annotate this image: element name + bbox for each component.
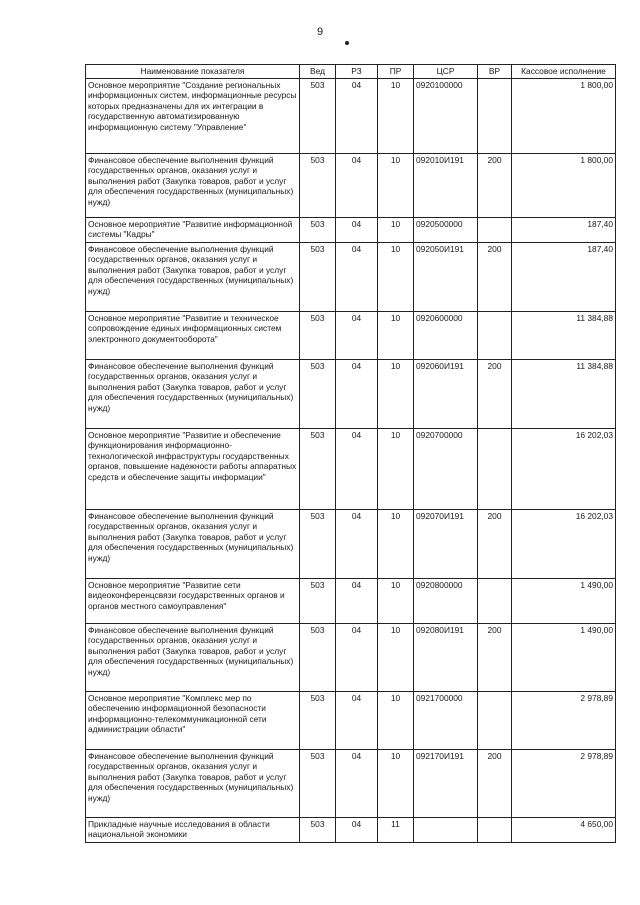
- row-rz: 04: [336, 153, 378, 217]
- row-vr: [478, 78, 512, 153]
- row-ved: 503: [300, 359, 336, 428]
- row-rz: 04: [336, 578, 378, 623]
- row-pr: 10: [378, 428, 414, 509]
- row-csr: 092010И191: [414, 153, 478, 217]
- row-name: Основное мероприятие "Комплекс мер по обеспечению информационной безопасности информационно-телекоммуникационной сети администрации области": [86, 691, 300, 749]
- row-sum: 16 202,03: [512, 428, 616, 509]
- row-ved: 503: [300, 311, 336, 359]
- row-name: Прикладные научные исследования в области национальной экономики: [86, 817, 300, 842]
- row-name: Основное мероприятие "Развитие и техническое сопровождение единых информационных систем электронного документооборота": [86, 311, 300, 359]
- row-ved: 503: [300, 578, 336, 623]
- row-csr: 0920600000: [414, 311, 478, 359]
- header-ved: Вед: [300, 65, 336, 79]
- row-ved: 503: [300, 78, 336, 153]
- budget-execution-table: [85, 64, 616, 843]
- table-header-row: [86, 65, 616, 79]
- table-row: [86, 578, 616, 623]
- row-sum: 2 978,89: [512, 749, 616, 817]
- row-name: Финансовое обеспечение выполнения функций государственных органов, оказания услуг и выполнения работ (Закупка товаров, работ и услуг для обеспечения государственных (муниципальных) нужд): [86, 749, 300, 817]
- table-row: [86, 359, 616, 428]
- table-row: [86, 509, 616, 578]
- row-sum: 11 384,88: [512, 311, 616, 359]
- header-csr: ЦСР: [414, 65, 478, 79]
- row-pr: 10: [378, 578, 414, 623]
- row-vr: 200: [478, 749, 512, 817]
- table-row: [86, 153, 616, 217]
- header-sum: Кассовое исполнение: [512, 65, 616, 79]
- row-csr: 0920500000: [414, 217, 478, 242]
- row-rz: 04: [336, 623, 378, 691]
- row-pr: 10: [378, 78, 414, 153]
- row-csr: 092070И191: [414, 509, 478, 578]
- ink-dot: [345, 41, 349, 45]
- row-sum: 1 490,00: [512, 623, 616, 691]
- table-row: [86, 749, 616, 817]
- row-ved: 503: [300, 817, 336, 842]
- row-sum: 1 490,00: [512, 578, 616, 623]
- row-name: Основное мероприятие "Развитие информационной системы "Кадры": [86, 217, 300, 242]
- row-pr: 10: [378, 217, 414, 242]
- row-csr: 092060И191: [414, 359, 478, 428]
- row-name: Основное мероприятие "Создание региональных информационных систем, информационные ресурсы которых предназначены для их интеграции в государственную автоматизированную информационную систему "Управление": [86, 78, 300, 153]
- row-ved: 503: [300, 691, 336, 749]
- row-vr: [478, 428, 512, 509]
- row-name: Основное мероприятие "Развитие и обеспечение функционирования информационно-технологической инфраструктуры государственных органов, повышение надежности работы аппаратных средств и обеспечение защиты информации": [86, 428, 300, 509]
- row-pr: 10: [378, 311, 414, 359]
- row-ved: 503: [300, 749, 336, 817]
- row-rz: 04: [336, 428, 378, 509]
- header-vr: ВР: [478, 65, 512, 79]
- row-vr: [478, 578, 512, 623]
- page-number: 9: [316, 26, 324, 38]
- row-csr: 092170И191: [414, 749, 478, 817]
- row-rz: 04: [336, 509, 378, 578]
- row-name: Финансовое обеспечение выполнения функций государственных органов, оказания услуг и выполнения работ (Закупка товаров, работ и услуг для обеспечения государственных (муниципальных) нужд): [86, 359, 300, 428]
- row-rz: 04: [336, 242, 378, 311]
- row-vr: 200: [478, 623, 512, 691]
- row-vr: [478, 311, 512, 359]
- row-ved: 503: [300, 623, 336, 691]
- table-row: [86, 242, 616, 311]
- row-csr: [414, 817, 478, 842]
- row-sum: 1 800,00: [512, 153, 616, 217]
- row-name: Основное мероприятие "Развитие сети видеоконференцсвязи государственных органов и органов местного самоуправления": [86, 578, 300, 623]
- row-rz: 04: [336, 78, 378, 153]
- row-name: Финансовое обеспечение выполнения функций государственных органов, оказания услуг и выполнения работ (Закупка товаров, работ и услуг для обеспечения государственных (муниципальных) нужд): [86, 242, 300, 311]
- table-row: [86, 311, 616, 359]
- row-csr: 0921700000: [414, 691, 478, 749]
- row-vr: 200: [478, 509, 512, 578]
- row-rz: 04: [336, 691, 378, 749]
- table-row: [86, 623, 616, 691]
- header-pr: ПР: [378, 65, 414, 79]
- row-pr: 10: [378, 749, 414, 817]
- table-row: [86, 217, 616, 242]
- header-name: Наименование показателя: [86, 65, 300, 79]
- row-csr: 092050И191: [414, 242, 478, 311]
- row-rz: 04: [336, 749, 378, 817]
- row-vr: 200: [478, 359, 512, 428]
- row-vr: 200: [478, 242, 512, 311]
- row-pr: 10: [378, 153, 414, 217]
- row-rz: 04: [336, 217, 378, 242]
- row-vr: [478, 817, 512, 842]
- row-name: Финансовое обеспечение выполнения функций государственных органов, оказания услуг и выполнения работ (Закупка товаров, работ и услуг для обеспечения государственных (муниципальных) нужд): [86, 509, 300, 578]
- row-pr: 10: [378, 623, 414, 691]
- table-row: [86, 817, 616, 842]
- row-sum: 187,40: [512, 242, 616, 311]
- row-sum: 2 978,89: [512, 691, 616, 749]
- row-rz: 04: [336, 817, 378, 842]
- row-ved: 503: [300, 428, 336, 509]
- row-name: Финансовое обеспечение выполнения функций государственных органов, оказания услуг и выполнения работ (Закупка товаров, работ и услуг для обеспечения государственных (муниципальных) нужд): [86, 153, 300, 217]
- row-pr: 10: [378, 509, 414, 578]
- row-sum: 1 800,00: [512, 78, 616, 153]
- header-rz: РЗ: [336, 65, 378, 79]
- row-rz: 04: [336, 311, 378, 359]
- row-ved: 503: [300, 509, 336, 578]
- row-csr: 092080И191: [414, 623, 478, 691]
- table-row: [86, 78, 616, 153]
- row-ved: 503: [300, 153, 336, 217]
- row-rz: 04: [336, 359, 378, 428]
- row-ved: 503: [300, 217, 336, 242]
- row-csr: 0920100000: [414, 78, 478, 153]
- row-pr: 10: [378, 691, 414, 749]
- row-ved: 503: [300, 242, 336, 311]
- row-pr: 10: [378, 242, 414, 311]
- row-sum: 11 384,88: [512, 359, 616, 428]
- table-row: [86, 691, 616, 749]
- row-sum: 16 202,03: [512, 509, 616, 578]
- row-vr: [478, 691, 512, 749]
- row-csr: 0920700000: [414, 428, 478, 509]
- row-pr: 10: [378, 359, 414, 428]
- table-row: [86, 428, 616, 509]
- row-sum: 4 650,00: [512, 817, 616, 842]
- row-vr: 200: [478, 153, 512, 217]
- row-name: Финансовое обеспечение выполнения функций государственных органов, оказания услуг и выполнения работ (Закупка товаров, работ и услуг для обеспечения государственных (муниципальных) нужд): [86, 623, 300, 691]
- row-sum: 187,40: [512, 217, 616, 242]
- row-csr: 0920800000: [414, 578, 478, 623]
- row-pr: 11: [378, 817, 414, 842]
- row-vr: [478, 217, 512, 242]
